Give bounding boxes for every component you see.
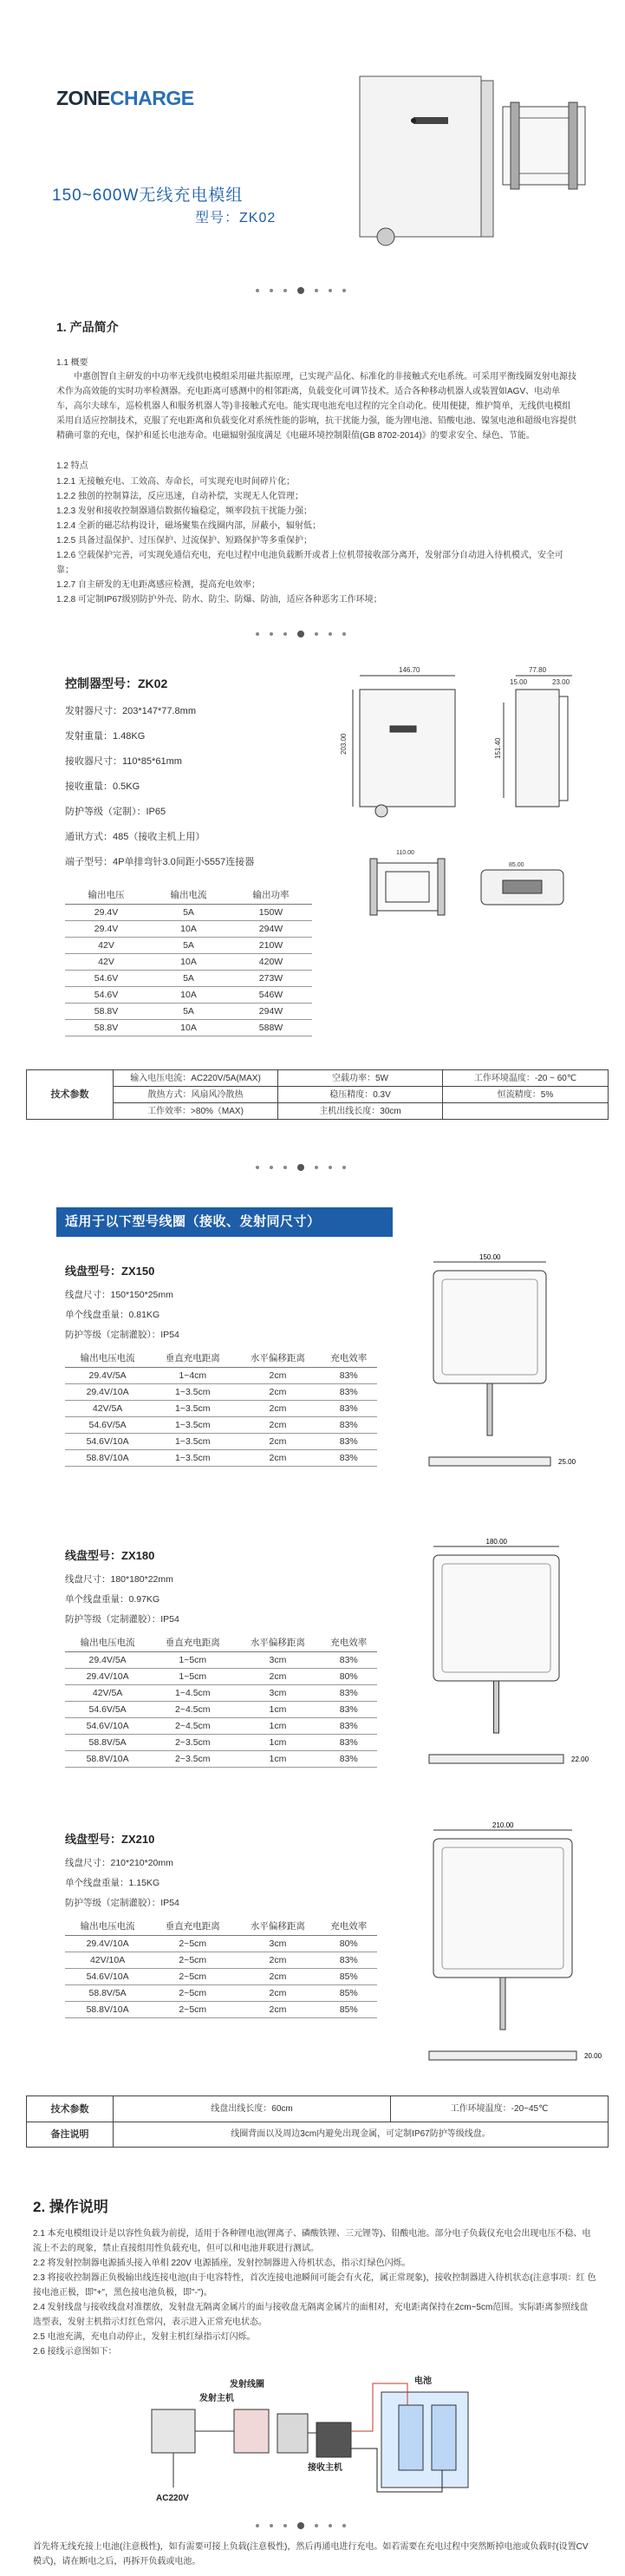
coil-spec: 线盘尺寸：210*210*20mm bbox=[65, 1858, 173, 1868]
table-header-cell: 垂直充电距离 bbox=[150, 1349, 235, 1368]
table-cell: 150W bbox=[230, 905, 312, 921]
spec-line: 防护等级（定制）：IP65 bbox=[65, 807, 166, 817]
table-row bbox=[65, 971, 312, 987]
table-cell: 80% bbox=[321, 1936, 377, 1952]
table-cell: 3cm bbox=[235, 1685, 320, 1702]
table-cell: 29.4V/10A bbox=[65, 1669, 150, 1685]
coil-dim-thickness: 25.00 bbox=[558, 1458, 576, 1466]
ops-item: 2.4 发射线盘与接收线盘对准摆放，发射盘无隔离金属片的面与接收盘无隔离金属片的面相对，充电距离保持在2cm~5cm范围。实际距离参照线盘选型表，发射主机指示灯红色常闪，表示进入正常充电状态。 bbox=[33, 2303, 589, 2327]
table-cell: 1~4cm bbox=[150, 1368, 235, 1384]
table-cell: 2cm bbox=[235, 1985, 320, 2002]
table-cell: 10A bbox=[147, 1020, 230, 1036]
zk02-output-table bbox=[65, 886, 312, 1036]
table-cell: 58.8V/10A bbox=[65, 1450, 150, 1467]
feature-item: 1.2.7 自主研发的无电距离感应检测，提高充电效率； bbox=[56, 580, 261, 590]
table-row bbox=[65, 1952, 377, 1969]
table-header-cell: 水平偏移距离 bbox=[235, 1633, 320, 1652]
table-cell: 5A bbox=[147, 905, 230, 921]
table-cell: 420W bbox=[230, 954, 312, 971]
ops-item: 2.1 本充电模组设计是以容性负载为前提，适用于各种锂电池(锂离子、磷酸铁锂、三元锂等)、铅酸电池。部分电子负载仪充电会出现电压不稳、电流上不去的现象，禁止直接组用性负载充电，但可以和电池并联进行测试。 bbox=[33, 2229, 591, 2253]
table-cell: 29.4V/5A bbox=[65, 1652, 150, 1669]
table-row bbox=[65, 1969, 377, 1985]
table-cell: 54.6V bbox=[65, 971, 147, 987]
table-cell: 2cm bbox=[235, 1434, 320, 1450]
svg-text:发射线圈: 发射线圈 bbox=[230, 2380, 264, 2390]
table-cell: 58.8V/5A bbox=[65, 1735, 150, 1751]
table-cell: 29.4V/5A bbox=[65, 1368, 150, 1384]
separator-dots bbox=[256, 631, 346, 637]
table-cell: 2cm bbox=[235, 1368, 320, 1384]
coil-spec: 防护等级（定制灌胶）：IP54 bbox=[65, 1614, 179, 1625]
tech-cell: 稳压精度：0.3V bbox=[278, 1087, 443, 1103]
svg-text:接收主机: 接收主机 bbox=[308, 2463, 342, 2473]
coil-drawing bbox=[416, 1821, 607, 2082]
table-header-cell: 输出电压 bbox=[65, 886, 147, 905]
coil-dim-thickness: 20.00 bbox=[584, 2052, 602, 2060]
note-label: 备注说明 bbox=[27, 2122, 114, 2147]
coil-dim-thickness: 22.00 bbox=[571, 1755, 589, 1763]
table-cell: 1~4.5cm bbox=[150, 1685, 235, 1702]
table-cell: 42V/10A bbox=[65, 1952, 150, 1969]
svg-text:77.80: 77.80 bbox=[529, 666, 547, 674]
table-cell: 1~5cm bbox=[150, 1669, 235, 1685]
tech-cell: 工作环境温度：-20 ~ 60℃ bbox=[443, 1070, 608, 1087]
table-cell: 29.4V/10A bbox=[65, 1384, 150, 1401]
table-row bbox=[65, 1401, 377, 1417]
feature-item: 1.2.5 具备过温保护、过压保护、过流保护、短路保护等多重保护； bbox=[56, 536, 313, 546]
table-cell: 85% bbox=[321, 1985, 377, 2002]
table-cell: 2cm bbox=[235, 1417, 320, 1434]
transmitter-box bbox=[360, 76, 481, 237]
table-header-cell: 水平偏移距离 bbox=[235, 1917, 320, 1936]
table-header-cell: 输出电压电流 bbox=[65, 1633, 150, 1652]
table-cell: 2~5cm bbox=[150, 2002, 235, 2018]
table-cell: 5A bbox=[147, 938, 230, 954]
coil-spec: 线盘尺寸：180*180*22mm bbox=[65, 1574, 173, 1585]
ops-item: 2.6 接线示意图如下： bbox=[33, 2347, 117, 2357]
table-cell: 1cm bbox=[235, 1702, 320, 1718]
feature-item: 1.2.2 独创的控制算法，反应迅速，自动补偿，实现无人化管理； bbox=[56, 492, 304, 501]
tech-cell: 工作效率：>80%（MAX) bbox=[114, 1103, 278, 1120]
tech-params-label: 技术参数 bbox=[27, 1070, 114, 1119]
svg-text:85.00: 85.00 bbox=[509, 862, 524, 868]
table-cell: 83% bbox=[321, 1368, 377, 1384]
table-cell: 10A bbox=[147, 987, 230, 1004]
table-row bbox=[65, 1685, 377, 1702]
ops-list bbox=[33, 2226, 596, 2359]
tech-cell: 恒流精度：5% bbox=[443, 1087, 608, 1103]
table-cell: 3cm bbox=[235, 1936, 320, 1952]
feature-item: 1.2.1 无接触充电、工效高、寿命长，可实现充电时间碎片化； bbox=[56, 477, 296, 487]
table-cell: 83% bbox=[321, 1952, 377, 1969]
table-cell: 80% bbox=[321, 1669, 377, 1685]
table-row bbox=[65, 1702, 377, 1718]
table-cell: 2~5cm bbox=[150, 1969, 235, 1985]
table-cell: 58.8V bbox=[65, 1020, 147, 1036]
rx-coil bbox=[277, 2414, 308, 2453]
table-cell: 2~5cm bbox=[150, 1936, 235, 1952]
table-row bbox=[65, 1985, 377, 2002]
coil-spec: 单个线盘重量：0.97KG bbox=[65, 1594, 160, 1605]
table-cell: 83% bbox=[321, 1652, 377, 1669]
tx-coil bbox=[234, 2409, 269, 2453]
svg-text:电池: 电池 bbox=[414, 2377, 432, 2386]
table-cell: 273W bbox=[230, 971, 312, 987]
coil-drawing bbox=[416, 1538, 607, 1798]
table-cell: 5A bbox=[147, 1004, 230, 1020]
overview-text: 中惠创智自主研发的中功率无线供电模组采用磁共振原理，已实现产品化、标准化的非接触式充电系统。可采用平衡线圈发射电源技术作为高效能的实时功率检测器。充电距离可感测中的相邻距离，负载变化可调节技术。适合各种移动机器人或装置如AGV、电动单车，高尔夫球车，巡检机器人和服务机器人等)非接触式充电。能实现电池充电过程的完全自动化。使用便捷，维护简单，无线供电模组采用自适应控制技术，克服了充电距离和负载变化对系统性能的影响，抗干扰能力强，能为锂电池、铅酸电池、镍氢电池和超级电容提供精确可靠的充电，保护和延长电池寿命。电磁辐射强度满足《电磁环境控制限值(GB 8702-2014)》的要求安全、绿色、节能。 bbox=[56, 372, 576, 441]
coil-table bbox=[65, 1349, 377, 1467]
table-cell: 42V bbox=[65, 954, 147, 971]
spec-line: 发射重量：1.48KG bbox=[65, 731, 146, 742]
table-row bbox=[65, 1450, 377, 1467]
table-cell: 54.6V/5A bbox=[65, 1702, 150, 1718]
svg-text:203.00: 203.00 bbox=[340, 733, 348, 755]
table-cell: 1~3.5cm bbox=[150, 1417, 235, 1434]
cable-gland bbox=[377, 228, 394, 245]
section-title-ops: 2. 操作说明 bbox=[33, 2199, 108, 2215]
table-row bbox=[65, 905, 312, 921]
table-row bbox=[65, 1434, 377, 1450]
feature-item: 1.2.4 全新的磁芯结构设计，磁场聚集在线圈内部，屏蔽小，辐射低； bbox=[56, 521, 322, 531]
svg-text:151.40: 151.40 bbox=[494, 737, 502, 759]
table-cell: 210W bbox=[230, 938, 312, 954]
table-cell: 54.6V/10A bbox=[65, 1969, 150, 1985]
section-title-intro: 1. 产品简介 bbox=[56, 320, 119, 334]
table-cell: 1cm bbox=[235, 1718, 320, 1735]
table-row bbox=[65, 1417, 377, 1434]
coil-spec: 防护等级（定制灌胶）：IP54 bbox=[65, 1898, 179, 1908]
coil-model: 线盘型号：ZX150 bbox=[65, 1265, 155, 1278]
table-row bbox=[65, 1020, 312, 1036]
tech-cell: 空载功率：5W bbox=[278, 1070, 443, 1087]
separator-dots bbox=[256, 2522, 346, 2529]
table-cell: 2cm bbox=[235, 1450, 320, 1467]
table-cell: 2~4.5cm bbox=[150, 1702, 235, 1718]
spec-line: 通讯方式：485（接收主机上用） bbox=[65, 832, 205, 842]
product-hero-illustration bbox=[360, 76, 589, 250]
closing-note: 首先将无线充接上电池(注意极性)，如有需要可接上负载(注意极性)，然后再通电进行充电。如若需要在充电过程中突然断掉电池或负载时(设置CV模式)，请在断电之后，再拆开负载或电池。 bbox=[33, 2542, 589, 2566]
table-cell: 83% bbox=[321, 1384, 377, 1401]
table-header-cell: 垂直充电距离 bbox=[150, 1633, 235, 1652]
table-cell: 5A bbox=[147, 971, 230, 987]
ops-item: 2.5 电池充满，充电自动停止，发射主机红绿指示灯闪烁。 bbox=[33, 2332, 256, 2342]
features-list bbox=[56, 474, 576, 607]
logo-part1: ZONE bbox=[56, 87, 110, 109]
feature-item: 1.2.3 发射和接收控制器通信数据传输稳定，频率段抗干扰能力强； bbox=[56, 507, 313, 516]
controller-specs bbox=[65, 699, 254, 875]
table-cell: 1cm bbox=[235, 1751, 320, 1768]
table-cell: 83% bbox=[321, 1751, 377, 1768]
table-row bbox=[65, 1735, 377, 1751]
svg-text:110.00: 110.00 bbox=[396, 850, 414, 856]
svg-text:AC220V: AC220V bbox=[156, 2494, 189, 2503]
table-cell: 83% bbox=[321, 1685, 377, 1702]
table-header-cell: 水平偏移距离 bbox=[235, 1349, 320, 1368]
svg-text:发射主机: 发射主机 bbox=[199, 2394, 234, 2403]
table-header-cell: 垂直充电距离 bbox=[150, 1917, 235, 1936]
table-row bbox=[65, 1669, 377, 1685]
coil-table bbox=[65, 1633, 377, 1768]
table-cell: 58.8V bbox=[65, 1004, 147, 1020]
table-cell: 1~3.5cm bbox=[150, 1450, 235, 1467]
table-row bbox=[65, 921, 312, 938]
coil-model: 线盘型号：ZX210 bbox=[65, 1833, 155, 1846]
table-cell: 83% bbox=[321, 1450, 377, 1467]
tech-cell: 输入电压电流：AC220V/5A(MAX) bbox=[114, 1070, 278, 1087]
zk02-dimension-drawing bbox=[340, 666, 611, 1036]
table-cell: 588W bbox=[230, 1020, 312, 1036]
table-cell: 58.8V/5A bbox=[65, 1985, 150, 2002]
table-cell: 83% bbox=[321, 1434, 377, 1450]
table-row bbox=[65, 938, 312, 954]
table-cell: 83% bbox=[321, 1417, 377, 1434]
table-cell: 58.8V/10A bbox=[65, 2002, 150, 2018]
table-header-row bbox=[65, 1349, 377, 1368]
table-cell: 2cm bbox=[235, 2002, 320, 2018]
table-header-cell: 充电效率 bbox=[321, 1349, 377, 1368]
page-title: 150~600W无线充电模组 bbox=[52, 186, 244, 205]
table-row bbox=[65, 954, 312, 971]
ops-item: 2.2 将发射控制器电源插头接入单相 220V 电源插座，发射控制器进入待机状态，指示灯绿色闪烁。 bbox=[33, 2259, 411, 2268]
table-row bbox=[65, 1384, 377, 1401]
table-cell: 10A bbox=[147, 954, 230, 971]
rx-host-box bbox=[316, 2422, 351, 2457]
separator-dots bbox=[256, 287, 346, 294]
ops-item: 2.3 将接收控制器正负极输出线连接电池(由于电容特性，首次连接电池瞬间可能会有火花，属正常现象)，接收控制器进入待机状态(注意事项：红 色接电池正极，即"+"，黑色接电池负极，即"-")。 bbox=[33, 2273, 596, 2298]
table-cell: 29.4V/10A bbox=[65, 1936, 150, 1952]
svg-text:23.00: 23.00 bbox=[552, 678, 570, 686]
table-cell: 546W bbox=[230, 987, 312, 1004]
table-row bbox=[65, 1751, 377, 1768]
coil-spec: 单个线盘重量：0.81KG bbox=[65, 1310, 160, 1320]
coil-cable-length: 线盘出线长度：60cm bbox=[114, 2096, 391, 2122]
coil-spec: 单个线盘重量：1.15KG bbox=[65, 1878, 160, 1888]
table-header-row bbox=[65, 1633, 377, 1652]
table-cell: 1~3.5cm bbox=[150, 1434, 235, 1450]
coils-banner: 适用于以下型号线圈（接收、发射同尺寸） bbox=[56, 1207, 393, 1237]
table-row bbox=[65, 987, 312, 1004]
table-cell: 10A bbox=[147, 921, 230, 938]
table-cell: 42V/5A bbox=[65, 1401, 150, 1417]
coil-dim-size: 180.00 bbox=[485, 1538, 507, 1546]
table-header-row bbox=[65, 1917, 377, 1936]
coil-spec: 线盘尺寸：150*150*25mm bbox=[65, 1290, 173, 1300]
table-cell: 54.6V/5A bbox=[65, 1417, 150, 1434]
table-cell: 2cm bbox=[235, 1401, 320, 1417]
spec-line: 接收重量：0.5KG bbox=[65, 781, 140, 792]
table-cell: 54.6V/10A bbox=[65, 1718, 150, 1735]
coil-dim-size: 150.00 bbox=[479, 1253, 501, 1261]
table-header-cell: 输出电压电流 bbox=[65, 1349, 150, 1368]
table-row bbox=[65, 1004, 312, 1020]
coil-temp-range: 工作环境温度：-20~45℃ bbox=[391, 2096, 608, 2122]
separator-dots bbox=[256, 1164, 346, 1171]
controller-model-label: 控制器型号：ZK02 bbox=[65, 677, 168, 690]
table-cell: 85% bbox=[321, 1969, 377, 1985]
table-row bbox=[65, 1936, 377, 1952]
table-cell: 54.6V bbox=[65, 987, 147, 1004]
table-cell: 42V/5A bbox=[65, 1685, 150, 1702]
coil-model: 线盘型号：ZX180 bbox=[65, 1549, 155, 1562]
table-header-cell: 充电效率 bbox=[321, 1917, 377, 1936]
table-cell: 2cm bbox=[235, 1952, 320, 1969]
table-cell: 2cm bbox=[235, 1669, 320, 1685]
coil-tech-label: 技术参数 bbox=[27, 2096, 114, 2122]
table-cell: 2~3.5cm bbox=[150, 1751, 235, 1768]
table-cell: 294W bbox=[230, 921, 312, 938]
table-row bbox=[65, 1652, 377, 1669]
coil-table bbox=[65, 1917, 377, 2018]
table-cell: 83% bbox=[321, 1401, 377, 1417]
logo-part2: CHARGE bbox=[109, 87, 194, 109]
table-cell: 29.4V bbox=[65, 905, 147, 921]
table-cell: 2~3.5cm bbox=[150, 1735, 235, 1751]
coil-dim-size: 210.00 bbox=[492, 1821, 514, 1829]
table-header-cell: 输出功率 bbox=[230, 886, 312, 905]
table-cell: 2cm bbox=[235, 1384, 320, 1401]
features-label: 1.2 特点 bbox=[56, 461, 88, 471]
table-header-cell: 输出电流 bbox=[147, 886, 230, 905]
table-cell: 3cm bbox=[235, 1652, 320, 1669]
table-header-cell: 输出电压电流 bbox=[65, 1917, 150, 1936]
note-text: 线圈背面以及周边3cm内避免出现金属，可定制IP67防护等级线盘。 bbox=[231, 2129, 491, 2139]
svg-text:146.70: 146.70 bbox=[399, 666, 420, 674]
table-cell: 1~3.5cm bbox=[150, 1384, 235, 1401]
zk02-tech-params bbox=[26, 1069, 609, 1120]
table-row bbox=[65, 2002, 377, 2018]
overview-label: 1.1 概要 bbox=[56, 358, 88, 368]
brand-logo bbox=[56, 87, 194, 110]
tech-cell bbox=[443, 1103, 608, 1120]
table-cell: 83% bbox=[321, 1702, 377, 1718]
table-cell: 58.8V/10A bbox=[65, 1751, 150, 1768]
tx-host-box bbox=[152, 2409, 195, 2453]
table-cell: 1~5cm bbox=[150, 1652, 235, 1669]
table-cell: 85% bbox=[321, 2002, 377, 2018]
table-cell: 294W bbox=[230, 1004, 312, 1020]
feature-item: 1.2.8 可定制IP67级别防护外壳、防水、防尘、防爆、防油，适应各种恶劣工作环境； bbox=[56, 595, 382, 605]
svg-text:15.00: 15.00 bbox=[510, 678, 528, 686]
table-cell: 42V bbox=[65, 938, 147, 954]
page-model: 型号：ZK02 bbox=[195, 211, 277, 226]
table-row bbox=[65, 1368, 377, 1384]
table-cell: 2~4.5cm bbox=[150, 1718, 235, 1735]
coil-footer-table bbox=[26, 2095, 609, 2148]
table-cell: 83% bbox=[321, 1735, 377, 1751]
spec-line: 接收器尺寸：110*85*61mm bbox=[65, 756, 182, 767]
tech-cell: 散热方式：风扇风冷散热 bbox=[114, 1087, 278, 1103]
tech-cell: 主机出线长度：30cm bbox=[278, 1103, 443, 1120]
table-cell: 54.6V/10A bbox=[65, 1434, 150, 1450]
table-cell: 83% bbox=[321, 1718, 377, 1735]
spec-line: 端子型号：4P单排弯针3.0间距小5557连接器 bbox=[65, 857, 255, 867]
spec-line: 发射器尺寸：203*147*77.8mm bbox=[65, 706, 197, 716]
wiring-diagram bbox=[139, 2375, 485, 2505]
table-cell: 2cm bbox=[235, 1969, 320, 1985]
table-cell: 29.4V bbox=[65, 921, 147, 938]
coil-drawing bbox=[416, 1253, 607, 1514]
feature-item: 1.2.6 空载保护完善，可实现免通信充电，充电过程中电池负载断开或者上位机带接收部分离开，发射部分自动进入待机模式，安全可靠； bbox=[56, 551, 564, 575]
table-header-cell: 充电效率 bbox=[321, 1633, 377, 1652]
table-cell: 1cm bbox=[235, 1735, 320, 1751]
table-cell: 2~5cm bbox=[150, 1985, 235, 2002]
table-cell: 2~5cm bbox=[150, 1952, 235, 1969]
table-cell: 1~3.5cm bbox=[150, 1401, 235, 1417]
table-row bbox=[65, 1718, 377, 1735]
coil-spec: 防护等级（定制灌胶）：IP54 bbox=[65, 1330, 179, 1340]
